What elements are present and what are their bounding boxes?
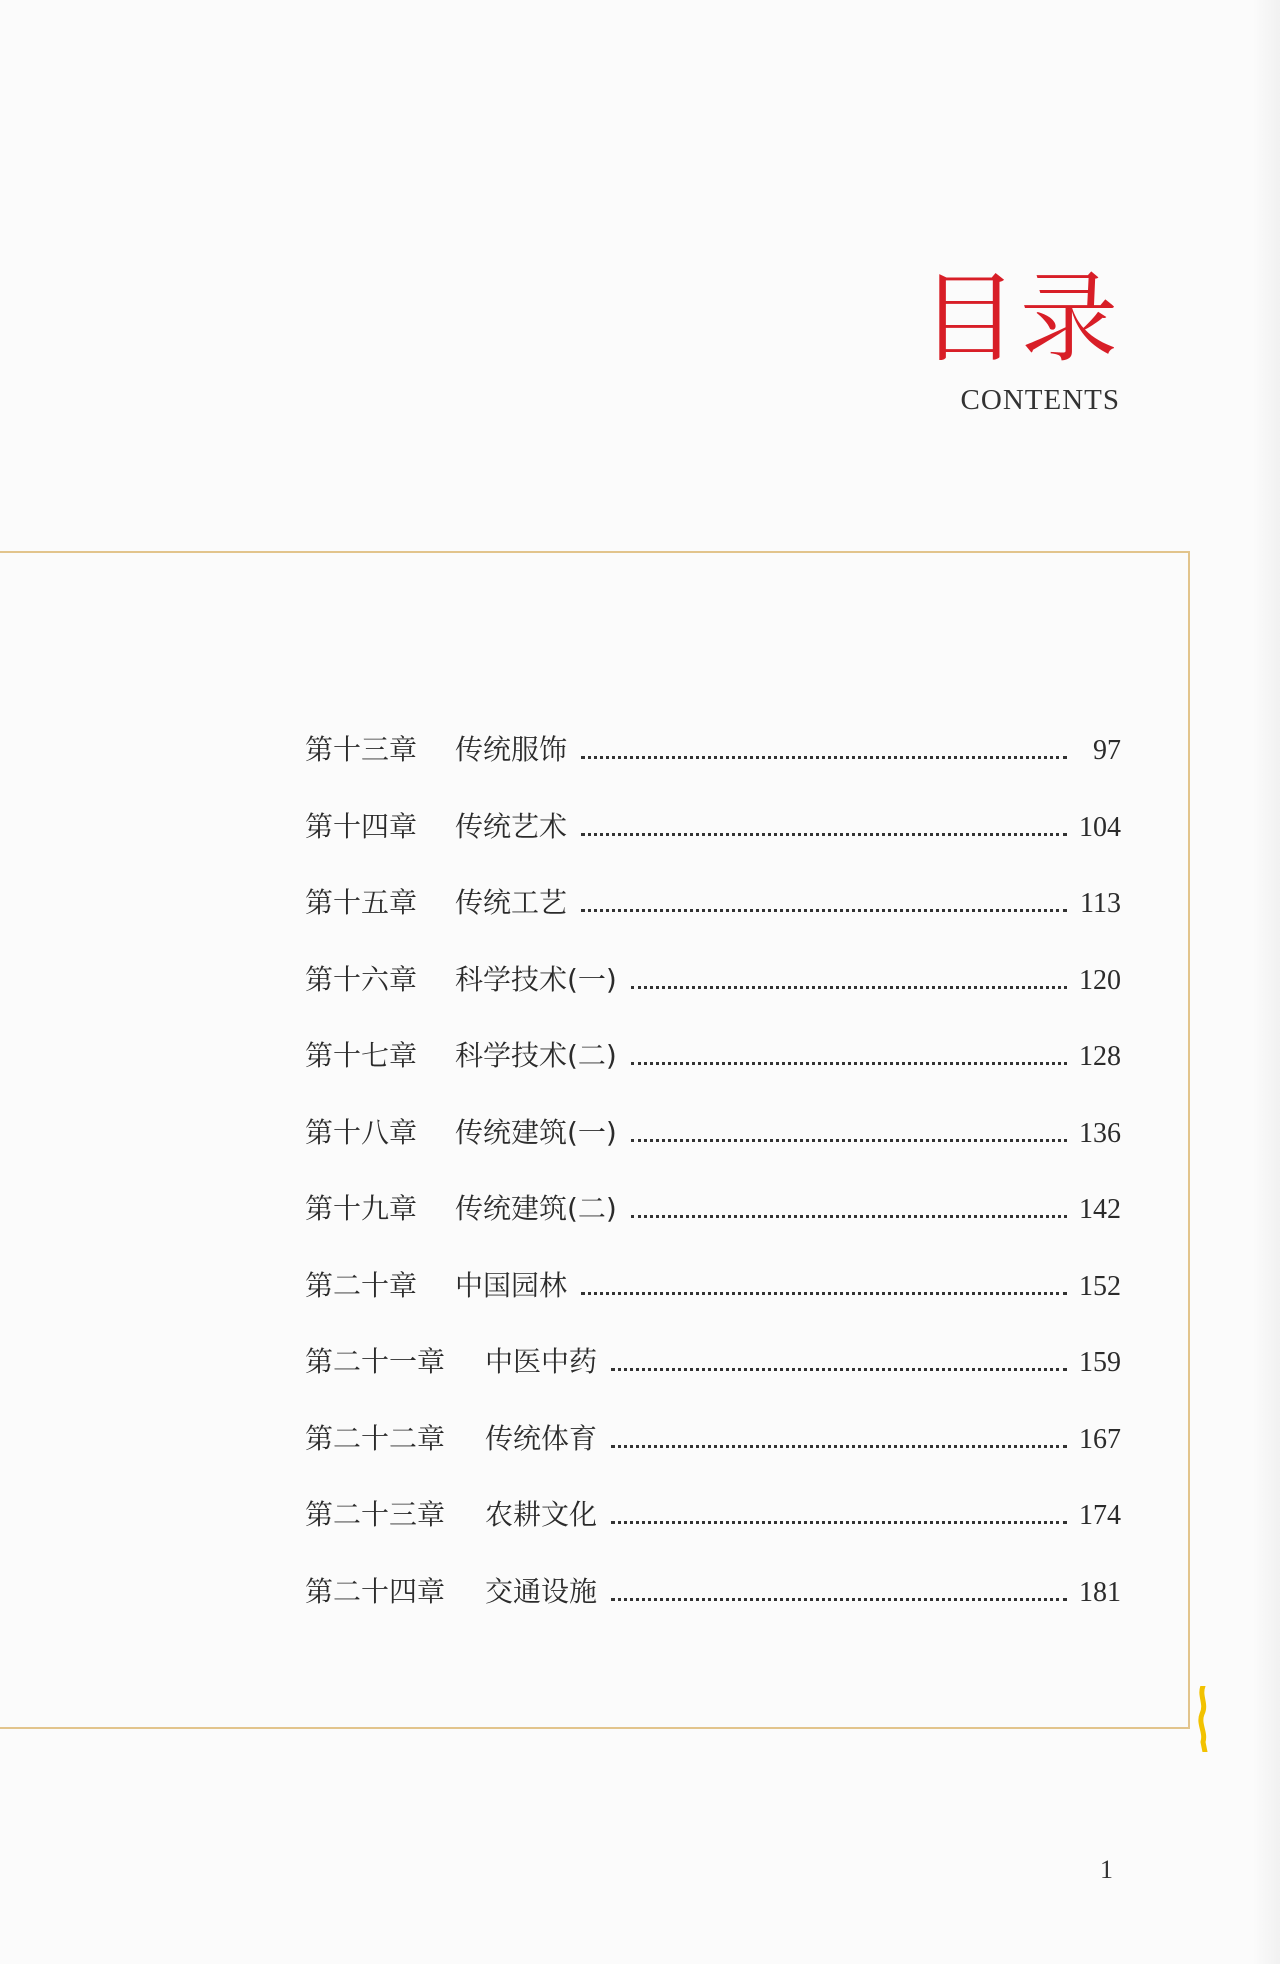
heading-title-en: CONTENTS — [960, 384, 1120, 416]
toc-entry-13[interactable] — [305, 728, 1121, 805]
toc-page-number: 136 — [1079, 1117, 1121, 1149]
toc-entry-18[interactable] — [305, 1111, 1121, 1188]
page-edge-shadow — [1252, 0, 1280, 1964]
toc-leader-dots — [611, 1368, 1067, 1371]
toc-chapter: 第十四章 — [305, 809, 418, 843]
toc-page-number: 104 — [1079, 811, 1121, 843]
toc-leader-dots — [611, 1598, 1067, 1601]
toc-leader-dots — [581, 833, 1067, 836]
toc-page-number: 174 — [1079, 1500, 1121, 1531]
toc-page-number: 159 — [1079, 1347, 1121, 1378]
toc-title: 传统体育 — [485, 1421, 598, 1455]
toc-entry-19[interactable] — [305, 1187, 1121, 1264]
toc-chapter: 第十三章 — [305, 733, 418, 766]
toc-entry-24[interactable] — [305, 1570, 1121, 1647]
toc-leader-dots — [631, 986, 1067, 989]
toc-title: 科学技术(二) — [455, 1039, 617, 1072]
toc-entry-20[interactable] — [305, 1264, 1121, 1341]
toc-page-number: 113 — [1080, 888, 1121, 919]
toc-page-number: 167 — [1079, 1423, 1121, 1455]
toc-title: 农耕文化 — [485, 1498, 598, 1531]
toc-page-number: 181 — [1079, 1576, 1121, 1608]
toc-page-number: 152 — [1079, 1270, 1121, 1302]
toc-page-number: 128 — [1079, 1041, 1121, 1072]
toc-chapter: 第十六章 — [305, 962, 418, 996]
toc-chapter: 第十五章 — [305, 886, 418, 919]
toc-page-number: 120 — [1079, 964, 1121, 996]
toc-title: 科学技术(一) — [455, 962, 617, 996]
toc-leader-dots — [631, 1062, 1067, 1065]
toc-leader-dots — [581, 1292, 1067, 1295]
toc-chapter: 第二十二章 — [305, 1421, 446, 1455]
toc-entry-17[interactable] — [305, 1034, 1121, 1111]
toc-leader-dots — [611, 1445, 1067, 1448]
toc-chapter: 第十九章 — [305, 1192, 418, 1225]
toc-entry-14[interactable] — [305, 805, 1121, 882]
toc-title: 传统建筑(二) — [455, 1192, 617, 1225]
toc-chapter: 第十七章 — [305, 1039, 418, 1072]
bookmark-ribbon-icon — [1196, 1686, 1210, 1752]
toc-chapter: 第十八章 — [305, 1115, 418, 1149]
toc-leader-dots — [581, 909, 1067, 912]
toc-title: 中国园林 — [455, 1268, 568, 1302]
toc-chapter: 第二十三章 — [305, 1498, 446, 1531]
toc-chapter: 第二十一章 — [305, 1345, 446, 1378]
toc-entry-23[interactable] — [305, 1493, 1121, 1570]
toc-title: 传统艺术 — [455, 809, 568, 843]
toc-entry-16[interactable] — [305, 958, 1121, 1035]
toc-page-number: 97 — [1093, 735, 1121, 766]
toc-entry-21[interactable] — [305, 1340, 1121, 1417]
toc-title: 传统工艺 — [455, 886, 568, 919]
toc-chapter: 第二十章 — [305, 1268, 418, 1302]
table-of-contents — [305, 728, 1121, 1646]
toc-leader-dots — [631, 1139, 1067, 1142]
toc-entry-22[interactable] — [305, 1417, 1121, 1494]
toc-entry-15[interactable] — [305, 881, 1121, 958]
toc-title: 中医中药 — [485, 1345, 598, 1378]
page-number: 1 — [1100, 1855, 1113, 1884]
heading-title-zh: 目录 — [919, 262, 1120, 376]
toc-leader-dots — [631, 1215, 1067, 1218]
toc-leader-dots — [611, 1521, 1067, 1524]
toc-leader-dots — [581, 756, 1067, 759]
toc-title: 传统服饰 — [455, 733, 568, 766]
toc-page-number: 142 — [1079, 1194, 1121, 1225]
toc-title: 交通设施 — [485, 1574, 598, 1608]
contents-heading — [919, 262, 1120, 417]
toc-chapter: 第二十四章 — [305, 1574, 446, 1608]
toc-title: 传统建筑(一) — [455, 1115, 617, 1149]
